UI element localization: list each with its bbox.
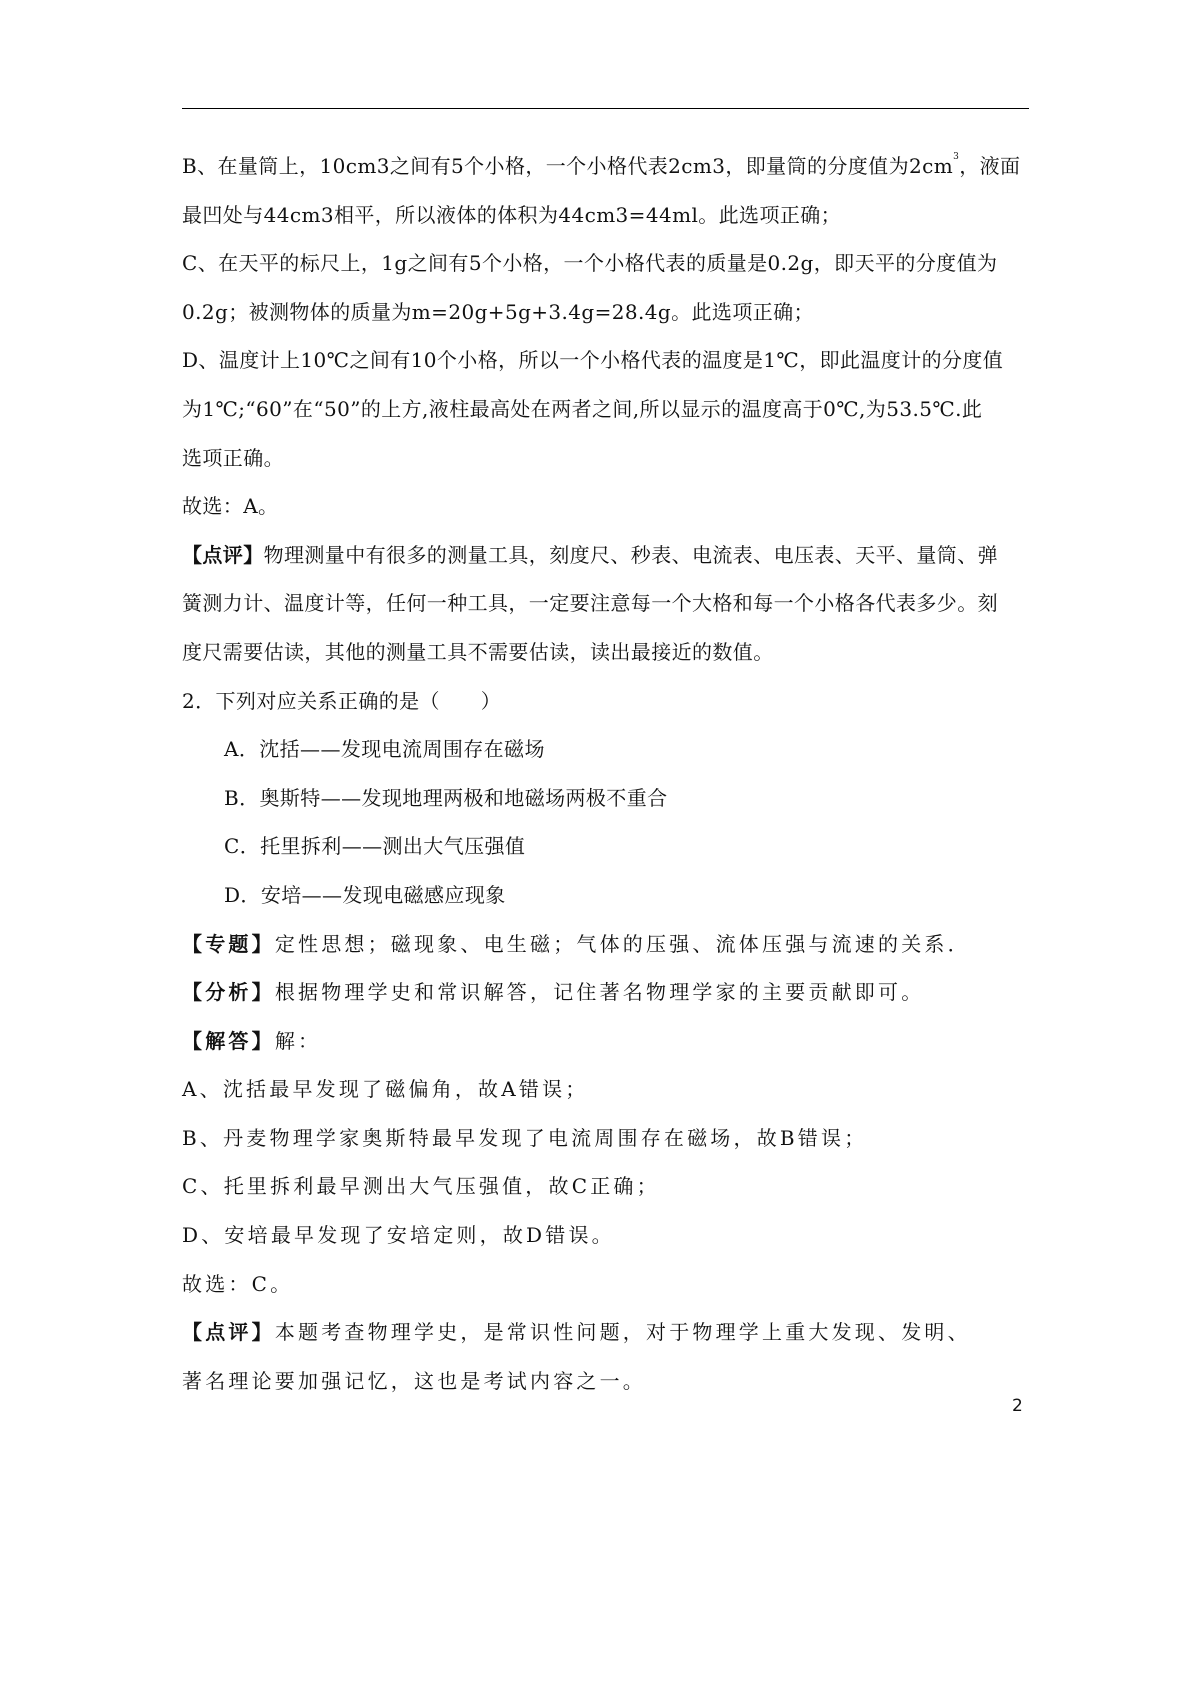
page-number: 2 bbox=[1012, 1396, 1023, 1416]
prev-solution-b-line1 bbox=[182, 152, 1032, 201]
text-run: ，液面 bbox=[959, 154, 1021, 178]
analysis-tag: 【分析】 bbox=[182, 980, 275, 1005]
question2-comment-line1 bbox=[182, 1318, 1032, 1367]
page-content bbox=[182, 152, 1032, 1415]
question2-solution-intro bbox=[182, 1027, 1032, 1076]
question2-analysis bbox=[182, 978, 1032, 1027]
text-run: 定性思想；磁现象、电生磁；气体的压强、流体压强与流速的关系． bbox=[274, 931, 971, 956]
question2-solution-c: C、托里拆利最早测出大气压强值，故C正确； bbox=[182, 1174, 660, 1199]
prev-solution-d-line2: 为1℃;“60”在“50”的上方,液柱最高处在两者之间,所以显示的温度高于0℃,为53.5℃.此 bbox=[182, 396, 983, 421]
prev-answer: 故选：A。 bbox=[182, 494, 279, 519]
superscript: 3 bbox=[953, 152, 960, 162]
text-run: 根据物理学史和常识解答，记住著名物理学家的主要贡献即可。 bbox=[274, 980, 925, 1005]
question2-option-c: C．托里拆利——测出大气压强值 bbox=[224, 834, 526, 859]
question2-solution-b: B、丹麦物理学家奥斯特最早发现了电流周围存在磁场，故B错误； bbox=[182, 1125, 868, 1150]
prev-solution-c-line1: C、在天平的标尺上，1g之间有5个小格，一个小格代表的质量是0.2g，即天平的分度值为 bbox=[182, 251, 998, 276]
question2-solution-d: D、安培最早发现了安培定则，故D错误。 bbox=[182, 1223, 615, 1248]
comment-tag: 【点评】 bbox=[182, 1320, 275, 1345]
prev-solution-c-line2: 0.2g；被测物体的质量为m=20g+5g+3.4g=28.4g。此选项正确； bbox=[182, 299, 814, 324]
question2-comment-line2: 著名理论要加强记忆，这也是考试内容之一。 bbox=[182, 1368, 646, 1393]
text-run: 本题考查物理学史，是常识性问题，对于物理学上重大发现、发明、 bbox=[274, 1320, 971, 1345]
prev-solution-d-line3: 选项正确。 bbox=[182, 445, 284, 470]
text-run: 物理测量中有很多的测量工具，刻度尺、秒表、电流表、电压表、天平、量筒、弹 bbox=[263, 542, 999, 567]
solution-tag: 【解答】 bbox=[182, 1028, 275, 1053]
prev-comment-line2: 簧测力计、温度计等，任何一种工具，一定要注意每一个大格和每一个小格各代表多少。刻 bbox=[182, 591, 998, 616]
question2-topic bbox=[182, 930, 1032, 979]
comment-tag: 【点评】 bbox=[182, 542, 264, 567]
prev-solution-b-line2: 最凹处与44cm3相平，所以液体的体积为44cm3=44ml。此选项正确； bbox=[182, 202, 842, 227]
question2-solution-a: A、沈括最早发现了磁偏角，故A错误； bbox=[182, 1077, 589, 1102]
header-rule bbox=[182, 108, 1029, 109]
prev-solution-d-line1: D、温度计上10℃之间有10个小格，所以一个小格代表的温度是1℃，即此温度计的分度值 bbox=[182, 348, 1004, 373]
question2-stem: 2．下列对应关系正确的是（ ） bbox=[182, 688, 502, 713]
text-run: B、在量筒上，10cm3之间有5个小格，一个小格代表2cm3，即量筒的分度值为2cm bbox=[182, 154, 954, 178]
prev-comment-line3: 度尺需要估读，其他的测量工具不需要估读，读出最接近的数值。 bbox=[182, 639, 774, 664]
text-run: 解： bbox=[274, 1028, 322, 1053]
question2-answer: 故选：C。 bbox=[182, 1271, 294, 1296]
prev-comment-line1 bbox=[182, 541, 1032, 590]
question2-option-a: A．沈括——发现电流周围存在磁场 bbox=[224, 737, 545, 762]
question2-option-d: D．安培——发现电磁感应现象 bbox=[224, 882, 506, 907]
topic-tag: 【专题】 bbox=[182, 931, 275, 956]
question2-option-b: B．奥斯特——发现地理两极和地磁场两极不重合 bbox=[224, 785, 668, 810]
